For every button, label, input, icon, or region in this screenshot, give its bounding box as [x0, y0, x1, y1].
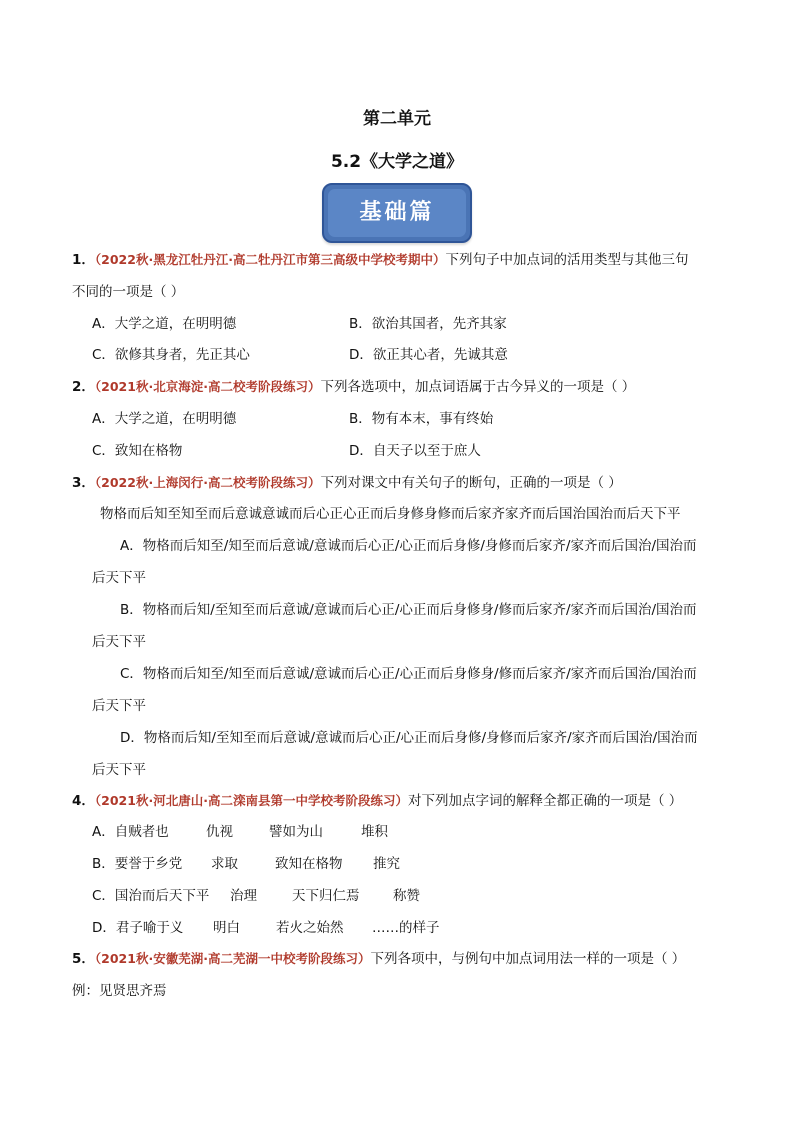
q1-option-b: B．欲治其国者，先齐其家	[349, 316, 507, 332]
q3-option-d-cont: 后天下平	[92, 762, 146, 778]
section-banner	[322, 183, 472, 243]
question-text: 下列各项中，与例句中加点词用法一样的一项是（ ）	[370, 951, 686, 967]
question-number: 4．	[72, 793, 95, 809]
question-source: （2021秋·安徽芜湖·高二芜湖一中校考阶段练习）	[94, 951, 371, 966]
q4-option-a-gloss2: 堆积	[361, 824, 388, 840]
q5-example: 例：见贤思齐焉	[72, 983, 167, 999]
q1-option-a: A．大学之道，在明明德	[92, 316, 237, 332]
question-text: 下列句子中加点词的活用类型与其他三句	[445, 252, 689, 268]
q4-option-c-term2: 天下归仁焉	[292, 888, 360, 904]
q2-option-b: B．物有本末，事有终始	[349, 411, 494, 427]
question-3-stem	[72, 474, 622, 492]
q4-option-d-gloss2: ……的样子	[372, 920, 440, 936]
q2-option-a: A．大学之道，在明明德	[92, 411, 237, 427]
question-number: 5．	[72, 951, 95, 967]
q3-option-a: A．物格而后知至/知至而后意诚/意诚而后心正/心正而后身修/身修而后家齐/家齐而后国治/国治而	[120, 538, 697, 554]
question-1-stem-cont: 不同的一项是（ ）	[72, 284, 185, 300]
question-number: 2．	[72, 379, 95, 395]
q4-option-a-term2: 譬如为山	[269, 824, 323, 840]
lesson-title: 5.2《大学之道》	[330, 152, 464, 172]
q4-option-d-term2: 若火之始然	[276, 920, 344, 936]
q1-option-d: D．欲正其心者，先诚其意	[349, 347, 508, 363]
question-5-stem	[72, 950, 685, 968]
question-2-stem	[72, 378, 635, 396]
q3-passage: 物格而后知至知至而后意诚意诚而后心正心正而后身修身修而后家齐家齐而后国治国治而后天下平	[100, 506, 681, 522]
question-text: 对下列加点字词的解释全都正确的一项是（ ）	[407, 793, 683, 809]
q4-option-b-gloss1: 求取	[211, 856, 238, 872]
question-source: （2022秋·黑龙江牡丹江·高二牡丹江市第三高级中学校考期中）	[94, 252, 446, 267]
q3-option-a-cont: 后天下平	[92, 570, 146, 586]
q2-option-c: C．致知在格物	[92, 443, 183, 459]
question-4-stem	[72, 792, 682, 810]
q1-option-c: C．欲修其身者，先正其心	[92, 347, 250, 363]
q4-option-d-term1: D．君子喻于义	[92, 920, 184, 936]
q2-option-d: D．自天子以至于庶人	[349, 443, 481, 459]
q4-option-d-gloss1: 明白	[213, 920, 240, 936]
q3-option-d: D．物格而后知/至知至而后意诚/意诚而后心正/心正而后身修/身修而后家齐/家齐而后国治/国治而	[120, 730, 698, 746]
question-1-stem	[72, 251, 688, 269]
question-text: 下列对课文中有关句子的断句，正确的一项是（ ）	[320, 475, 622, 491]
q4-option-c-gloss1: 治理	[230, 888, 257, 904]
question-source: （2021秋·北京海淀·高二校考阶段练习）	[94, 379, 321, 394]
question-text: 下列各选项中，加点词语属于古今异义的一项是（ ）	[320, 379, 636, 395]
question-source: （2021秋·河北唐山·高二滦南县第一中学校考阶段练习）	[94, 793, 408, 808]
q4-option-c-gloss2: 称赞	[393, 888, 420, 904]
q4-option-b-term2: 致知在格物	[275, 856, 343, 872]
q4-option-c-term1: C．国治而后天下平	[92, 888, 210, 904]
question-source: （2022秋·上海闵行·高二校考阶段练习）	[94, 475, 321, 490]
question-number: 1．	[72, 252, 95, 268]
banner-label: 基础篇	[359, 199, 435, 225]
question-number: 3．	[72, 475, 95, 491]
q4-option-a-gloss1: 仇视	[206, 824, 233, 840]
q4-option-b-term1: B．要誉于乡党	[92, 856, 183, 872]
q3-option-b-cont: 后天下平	[92, 634, 146, 650]
unit-title: 第二单元	[363, 109, 431, 129]
q4-option-b-gloss2: 推究	[373, 856, 400, 872]
q4-option-a-term1: A．自贼者也	[92, 824, 169, 840]
q3-option-c-cont: 后天下平	[92, 698, 146, 714]
q3-option-c: C．物格而后知至/知至而后意诚/意诚而后心正/心正而后身修身/修而后家齐/家齐而后国治/国治而	[120, 666, 697, 682]
q3-option-b: B．物格而后知/至知至而后意诚/意诚而后心正/心正而后身修身/修而后家齐/家齐而后国治/国治而	[120, 602, 697, 618]
